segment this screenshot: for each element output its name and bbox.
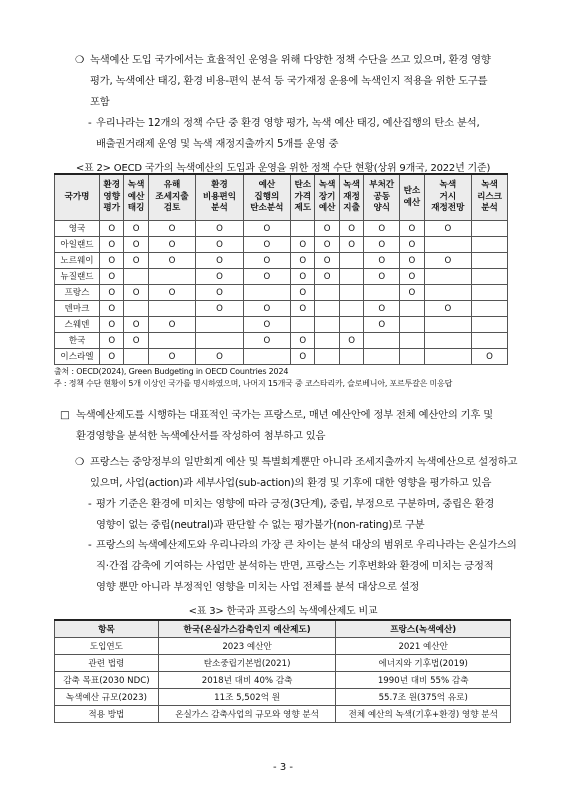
table-row bbox=[55, 333, 508, 349]
mark-cell: O bbox=[291, 301, 315, 317]
mark-cell: O bbox=[243, 301, 290, 317]
mark-cell: O bbox=[243, 269, 290, 285]
mark-cell: O bbox=[196, 349, 243, 365]
mark-cell bbox=[472, 285, 508, 301]
mark-cell bbox=[364, 349, 400, 365]
mark-cell bbox=[424, 269, 471, 285]
dash-sub-paragraph bbox=[88, 113, 518, 155]
column-header: 환경 비용편익 분석 bbox=[196, 174, 243, 221]
mark-cell: O bbox=[148, 349, 195, 365]
table-note: 주 : 정책 수단 현황이 5개 이상인 국가를 명시하였으며, 나머지 15개국 중 코스타리카, 슬로베니아, 포르투갈은 미응답 bbox=[54, 379, 453, 388]
mark-cell bbox=[400, 317, 424, 333]
column-header: 녹색 재정 지출 bbox=[339, 174, 363, 221]
mark-cell bbox=[315, 301, 339, 317]
mark-cell: O bbox=[400, 253, 424, 269]
circle-bullet-icon: ❍ bbox=[75, 456, 85, 468]
circle-bullet-icon: ❍ bbox=[75, 54, 85, 66]
item-cell: 녹색예산 규모(2023) bbox=[55, 689, 159, 706]
mark-cell: O bbox=[472, 349, 508, 365]
mark-cell: O bbox=[291, 269, 315, 285]
item-cell: 도입연도 bbox=[55, 638, 159, 655]
mark-cell bbox=[472, 317, 508, 333]
item-cell: 적용 방법 bbox=[55, 706, 159, 723]
mark-cell bbox=[364, 333, 400, 349]
mark-cell: O bbox=[243, 253, 290, 269]
dash-bullet-icon: - bbox=[88, 539, 92, 551]
mark-cell: O bbox=[196, 253, 243, 269]
country-cell: 스웨덴 bbox=[55, 317, 100, 333]
mark-cell: O bbox=[291, 285, 315, 301]
text-line: 있으며, 사업(action)과 세부사업(sub-action)의 환경 및 기후에 대한 영향을 평가하고 있음 bbox=[90, 477, 492, 489]
column-header: 탄소 예산 bbox=[400, 174, 424, 221]
paragraph-text bbox=[75, 50, 515, 113]
mark-cell: O bbox=[148, 285, 195, 301]
column-header: 탄소 가격 제도 bbox=[291, 174, 315, 221]
mark-cell bbox=[400, 333, 424, 349]
mark-cell bbox=[315, 349, 339, 365]
mark-cell bbox=[364, 285, 400, 301]
square-bullet-icon: □ bbox=[60, 409, 70, 421]
mark-cell: O bbox=[124, 285, 148, 301]
mark-cell: O bbox=[291, 253, 315, 269]
mark-cell: O bbox=[100, 253, 124, 269]
mark-cell bbox=[196, 333, 243, 349]
value-cell: 에너지와 기후법(2019) bbox=[336, 655, 511, 672]
paragraph-text bbox=[88, 535, 518, 598]
country-cell: 한국 bbox=[55, 333, 100, 349]
table-caption: <표 3> 한국과 프랑스의 녹색예산제도 비교 bbox=[188, 606, 378, 617]
country-cell: 노르웨이 bbox=[55, 253, 100, 269]
mark-cell: O bbox=[339, 221, 363, 237]
paragraph-text bbox=[88, 113, 518, 155]
text-line: 평가 기준은 환경에 미치는 영향에 따라 긍정(3단계), 중립, 부정으로 구분하며, 중립은 환경 bbox=[96, 498, 495, 510]
mark-cell: O bbox=[424, 301, 471, 317]
country-cell: 영국 bbox=[55, 221, 100, 237]
column-header: 예산 집행의 탄소분석 bbox=[243, 174, 290, 221]
item-cell: 감축 목표(2030 NDC) bbox=[55, 672, 159, 689]
mark-cell: O bbox=[424, 221, 471, 237]
mark-cell: O bbox=[400, 269, 424, 285]
mark-cell bbox=[339, 349, 363, 365]
mark-cell bbox=[148, 269, 195, 285]
country-cell: 아일랜드 bbox=[55, 237, 100, 253]
value-cell: 2018년 대비 40% 감축 bbox=[158, 672, 336, 689]
text-line: 녹색예산제도를 시행하는 대표적인 국가는 프랑스로, 매년 예산안에 정부 전체 예산안의 기후 및 bbox=[76, 409, 493, 421]
mark-cell: O bbox=[148, 253, 195, 269]
column-header: 환경 영향 평가 bbox=[100, 174, 124, 221]
country-cell: 프랑스 bbox=[55, 285, 100, 301]
mark-cell: O bbox=[424, 253, 471, 269]
mark-cell bbox=[124, 349, 148, 365]
column-header: 국가명 bbox=[55, 174, 100, 221]
paragraph-text bbox=[88, 494, 518, 536]
mark-cell bbox=[196, 317, 243, 333]
mark-cell: O bbox=[100, 349, 124, 365]
text-line: 프랑스의 녹색예산제도와 우리나라의 가장 큰 차이는 분석 대상의 범위로 우리나라는 온실가스의 bbox=[96, 539, 517, 551]
text-line: 프랑스는 중앙정부의 일반회계 예산 및 특별회계뿐만 아니라 조세지출까지 녹색예산으로 설정하고 bbox=[90, 456, 518, 468]
comparison-table bbox=[54, 619, 511, 723]
mark-cell bbox=[339, 285, 363, 301]
column-header: 프랑스(녹색예산) bbox=[336, 620, 511, 638]
mark-cell: O bbox=[364, 221, 400, 237]
mark-cell: O bbox=[100, 237, 124, 253]
mark-cell bbox=[124, 269, 148, 285]
mark-cell: O bbox=[400, 237, 424, 253]
column-header: 녹색 리스크 분석 bbox=[472, 174, 508, 221]
column-header: 부처간 공동 양식 bbox=[364, 174, 400, 221]
table-caption: <표 2> OECD 국가의 녹색예산의 도입과 운영을 위한 정책 수단 현황(상위 9개국, 2022년 기준) bbox=[75, 163, 491, 174]
table-row bbox=[55, 706, 511, 723]
mark-cell bbox=[315, 317, 339, 333]
mark-cell bbox=[243, 285, 290, 301]
table-row bbox=[55, 237, 508, 253]
country-cell: 뉴질랜드 bbox=[55, 269, 100, 285]
table-row bbox=[55, 655, 511, 672]
mark-cell: O bbox=[100, 333, 124, 349]
text-line: 환경영향을 분석한 녹색예산서를 작성하여 첨부하고 있음 bbox=[76, 430, 326, 442]
table-row bbox=[55, 638, 511, 655]
value-cell: 2021 예산안 bbox=[336, 638, 511, 655]
table-row bbox=[55, 301, 508, 317]
mark-cell bbox=[472, 253, 508, 269]
mark-cell: O bbox=[124, 253, 148, 269]
table-row bbox=[55, 221, 508, 237]
value-cell: 55.7조 원(375억 유로) bbox=[336, 689, 511, 706]
text-line: 영향이 없는 중립(neutral)과 판단할 수 없는 평가불가(non-rating)로 구분 bbox=[96, 519, 425, 531]
value-cell: 전체 예산의 녹색(기후+환경) 영향 분석 bbox=[336, 706, 511, 723]
column-header: 항목 bbox=[55, 620, 159, 638]
mark-cell: O bbox=[364, 317, 400, 333]
mark-cell bbox=[424, 333, 471, 349]
mark-cell bbox=[424, 349, 471, 365]
paragraph-text bbox=[75, 452, 518, 494]
mark-cell bbox=[148, 333, 195, 349]
value-cell: 1990년 대비 55% 감축 bbox=[336, 672, 511, 689]
mark-cell: O bbox=[196, 301, 243, 317]
mark-cell bbox=[291, 317, 315, 333]
mark-cell bbox=[243, 349, 290, 365]
mark-cell bbox=[339, 317, 363, 333]
mark-cell: O bbox=[400, 285, 424, 301]
table-row bbox=[55, 689, 511, 706]
mark-cell bbox=[400, 349, 424, 365]
mark-cell: O bbox=[100, 221, 124, 237]
mark-cell: O bbox=[400, 221, 424, 237]
mark-cell: O bbox=[148, 237, 195, 253]
table-row bbox=[55, 285, 508, 301]
mark-cell: O bbox=[148, 221, 195, 237]
table-row bbox=[55, 349, 508, 365]
country-cell: 덴마크 bbox=[55, 301, 100, 317]
mark-cell bbox=[424, 285, 471, 301]
mark-cell: O bbox=[100, 269, 124, 285]
mark-cell: O bbox=[124, 333, 148, 349]
mark-cell: O bbox=[364, 301, 400, 317]
mark-cell bbox=[315, 333, 339, 349]
text-line: 직·간접 감축에 기여하는 사업만 분석하는 반면, 프랑스는 기후변화와 환경에 미치는 긍정적 bbox=[96, 560, 494, 572]
mark-cell bbox=[148, 301, 195, 317]
column-header: 한국(온실가스감축인지 예산제도) bbox=[158, 620, 336, 638]
mark-cell bbox=[315, 285, 339, 301]
mark-cell: O bbox=[291, 333, 315, 349]
mark-cell: O bbox=[196, 221, 243, 237]
value-cell: 11조 5,502억 원 bbox=[158, 689, 336, 706]
text-line: 녹색예산 도입 국가에서는 효율적인 운영을 위해 다양한 정책 수단을 쓰고 있으며, 환경 영향 bbox=[90, 54, 491, 66]
mark-cell bbox=[472, 221, 508, 237]
mark-cell: O bbox=[243, 317, 290, 333]
value-cell: 탄소중립기본법(2021) bbox=[158, 655, 336, 672]
bullet-paragraph bbox=[75, 452, 518, 494]
mark-cell: O bbox=[364, 253, 400, 269]
mark-cell: O bbox=[291, 349, 315, 365]
mark-cell: O bbox=[364, 237, 400, 253]
mark-cell: O bbox=[124, 221, 148, 237]
mark-cell: O bbox=[243, 237, 290, 253]
table-row bbox=[55, 672, 511, 689]
mark-cell bbox=[339, 253, 363, 269]
item-cell: 관련 법령 bbox=[55, 655, 159, 672]
paragraph-text bbox=[60, 405, 518, 447]
mark-cell: O bbox=[124, 317, 148, 333]
column-header: 녹색 예산 태깅 bbox=[124, 174, 148, 221]
mark-cell: O bbox=[148, 317, 195, 333]
table-row bbox=[55, 317, 508, 333]
policy-tools-table bbox=[54, 173, 508, 365]
mark-cell: O bbox=[315, 253, 339, 269]
mark-cell bbox=[472, 333, 508, 349]
mark-cell: O bbox=[315, 237, 339, 253]
mark-cell bbox=[339, 301, 363, 317]
table-row bbox=[55, 253, 508, 269]
text-line: 영향 뿐만 아니라 부정적인 영향을 미치는 사업 전체를 분석 대상으로 설정 bbox=[96, 581, 420, 593]
text-line: 평가, 녹색예산 태깅, 환경 비용-편익 분석 등 국가재정 운용에 녹색인지 적용을 위한 도구를 bbox=[90, 75, 488, 87]
mark-cell: O bbox=[196, 269, 243, 285]
mark-cell: O bbox=[124, 237, 148, 253]
mark-cell: O bbox=[100, 285, 124, 301]
mark-cell: O bbox=[100, 301, 124, 317]
mark-cell bbox=[124, 301, 148, 317]
mark-cell bbox=[472, 237, 508, 253]
mark-cell: O bbox=[291, 237, 315, 253]
mark-cell: O bbox=[196, 285, 243, 301]
text-line: 포함 bbox=[90, 96, 110, 108]
column-header: 녹색 거시 재정전망 bbox=[424, 174, 471, 221]
mark-cell: O bbox=[315, 221, 339, 237]
mark-cell: O bbox=[100, 317, 124, 333]
column-header: 녹색 장기 예산 bbox=[315, 174, 339, 221]
dash-sub-paragraph bbox=[88, 494, 518, 536]
mark-cell: O bbox=[243, 333, 290, 349]
bullet-paragraph bbox=[75, 50, 515, 113]
column-header: 유해 조세지출 검토 bbox=[148, 174, 195, 221]
mark-cell bbox=[291, 221, 315, 237]
mark-cell bbox=[400, 301, 424, 317]
mark-cell: O bbox=[339, 333, 363, 349]
mark-cell: O bbox=[364, 269, 400, 285]
text-line: 우리나라는 12개의 정책 수단 중 환경 영향 평가, 녹색 예산 태깅, 예산집행의 탄소 분석, bbox=[96, 117, 480, 129]
value-cell: 온실가스 감축사업의 규모와 영향 분석 bbox=[158, 706, 336, 723]
mark-cell: O bbox=[243, 221, 290, 237]
country-cell: 이스라엘 bbox=[55, 349, 100, 365]
mark-cell bbox=[424, 237, 471, 253]
mark-cell bbox=[424, 317, 471, 333]
mark-cell: O bbox=[339, 237, 363, 253]
dash-bullet-icon: - bbox=[88, 498, 92, 510]
mark-cell bbox=[472, 269, 508, 285]
table-row bbox=[55, 269, 508, 285]
mark-cell: O bbox=[315, 269, 339, 285]
dash-sub-paragraph bbox=[88, 535, 518, 598]
box-bullet-paragraph bbox=[60, 405, 518, 447]
page-number: - 3 - bbox=[273, 762, 293, 773]
mark-cell bbox=[339, 269, 363, 285]
dash-bullet-icon: - bbox=[88, 117, 92, 129]
value-cell: 2023 예산안 bbox=[158, 638, 336, 655]
mark-cell: O bbox=[196, 237, 243, 253]
text-line: 배출권거래제 운영 및 녹색 재정지출까지 5개를 운영 중 bbox=[96, 138, 339, 150]
mark-cell bbox=[472, 301, 508, 317]
table-source: 출처 : OECD(2024), Green Budgeting in OECD Countries 2024 bbox=[54, 367, 289, 376]
